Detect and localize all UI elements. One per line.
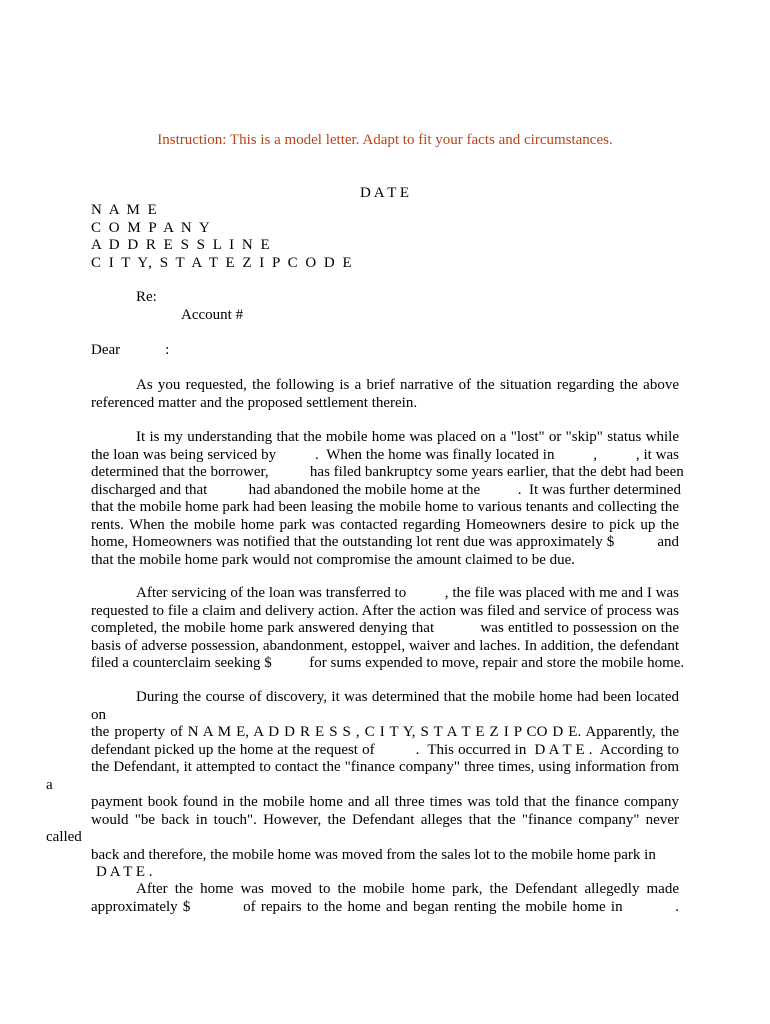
addressee-company: C O M P A N Y — [91, 220, 212, 236]
paragraph-line: defendant picked up the home at the request of . This occurred in D A T E . According to — [91, 741, 679, 758]
paragraph-line: rents. When the mobile home park was contacted regarding Homeowners desire to pick up the — [91, 516, 679, 533]
paragraph-line: After servicing of the loan was transferred to , the file was placed with me and I was — [136, 585, 679, 601]
paragraph-1 — [91, 377, 679, 412]
paragraph-line: back and therefore, the mobile home was moved from the sales lot to the mobile home park in — [91, 846, 656, 863]
paragraph-line: that the mobile home park had been leasing the mobile home to various tenants and collecting the — [91, 499, 679, 515]
addressee-city-state-zip: C I T Y, S T A T E Z I P C O D E — [91, 255, 354, 271]
paragraph-4 — [46, 689, 679, 882]
paragraph-2 — [91, 429, 684, 569]
letter-date: D A T E — [360, 185, 410, 201]
paragraph-5 — [91, 881, 679, 916]
paragraph-line: completed, the mobile home park answered denying that was entitled to possession on the — [91, 620, 679, 636]
paragraph-line: that the mobile home park would not compromise the amount claimed to be due. — [91, 551, 576, 568]
paragraph-line: basis of adverse possession, abandonment, estoppel, waiver and laches. In addition, the defendant — [91, 637, 679, 654]
paragraph-line: requested to file a claim and delivery action. After the action was filed and service of process was — [91, 602, 679, 619]
re-label: Re: — [136, 289, 157, 305]
paragraph-line: the Defendant, it attempted to contact the "finance company" three times, using information from a — [46, 759, 679, 793]
paragraph-line: home, Homeowners was notified that the outstanding lot rent due was approximately $ and — [91, 534, 679, 550]
paragraph-line: determined that the borrower, has filed bankruptcy some years earlier, that the debt had been — [91, 464, 684, 480]
paragraph-line: filed a counterclaim seeking $ for sums expended to move, repair and store the mobile home. — [91, 655, 685, 671]
paragraph-line: discharged and that had abandoned the mobile home at the . It was further determined — [91, 481, 681, 498]
instruction-note: Instruction: This is a model letter. Adapt to fit your facts and circumstances. — [157, 132, 613, 148]
paragraph-3 — [91, 585, 685, 673]
addressee-address-line: A D D R E S S L I N E — [91, 237, 272, 253]
account-number-label: Account # — [181, 307, 244, 323]
paragraph-line: D A T E . — [96, 864, 153, 880]
paragraph-line: referenced matter and the proposed settlement therein. — [91, 394, 418, 411]
paragraph-line: After the home was moved to the mobile home park, the Defendant allegedly made — [136, 881, 679, 897]
paragraph-line: As you requested, the following is a brief narrative of the situation regarding the above — [136, 377, 679, 393]
addressee-name: N A M E — [91, 202, 159, 218]
paragraph-line: payment book found in the mobile home and all three times was told that the finance company — [91, 794, 679, 810]
paragraph-line: During the course of discovery, it was determined that the mobile home had been located on — [91, 689, 679, 723]
paragraph-line: the loan was being serviced by . When the home was finally located in , , it was — [91, 446, 679, 463]
paragraph-line: It is my understanding that the mobile home was placed on a "lost" or "skip" status while — [136, 429, 679, 445]
paragraph-line: approximately $ of repairs to the home and began renting the mobile home in . — [91, 898, 679, 915]
paragraph-line: would "be back in touch". However, the Defendant alleges that the "finance company" never called — [46, 811, 679, 845]
paragraph-line: the property of N A M E, A D D R E S S , C I T Y, S T A T E Z I P CO D E. Apparently, the — [91, 724, 679, 740]
salutation: Dear : — [91, 342, 170, 358]
